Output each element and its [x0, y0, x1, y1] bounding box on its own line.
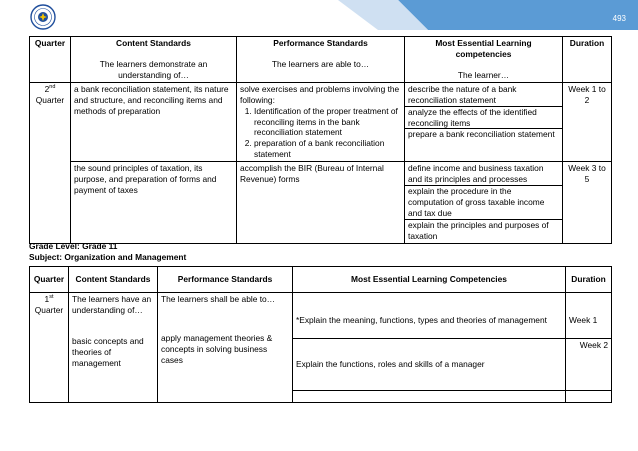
content-cell: a bank reconciliation statement, its nature and structure, and reconciling items and methods of preparation — [71, 82, 237, 161]
competency-cell: *Explain the meaning, functions, types and theories of management — [293, 293, 566, 339]
header-duration: Duration — [563, 37, 612, 83]
content-cell — [69, 293, 158, 403]
competency-item: explain the principles and purposes of taxation — [405, 219, 562, 242]
header-quarter: Quarter — [30, 37, 71, 83]
performance-subheader: The learners are able to… — [271, 58, 370, 69]
header-performance-standards: Performance Standards The learners are able to… — [237, 37, 405, 83]
competency-item: prepare a bank reconciliation statement — [405, 128, 562, 140]
content-intro: The learners have an understanding of… — [72, 294, 152, 315]
header-content-standards: Content Standards The learners demonstrate an understanding of… — [71, 37, 237, 83]
competencies-subheader: The learner… — [457, 69, 510, 80]
quarter-cell: 2nd Quarter — [30, 82, 71, 243]
header-content-standards: Content Standards — [69, 267, 158, 293]
duration-cell: Week 3 to 5 — [563, 162, 612, 243]
competency-item: analyze the effects of the identified reconciling items — [405, 106, 562, 129]
duration-cell: Week 2 — [566, 339, 612, 391]
content-cell: the sound principles of taxation, its purpose, and preparation of forms and payment of taxes — [71, 162, 237, 243]
performance-item: 2. preparation of a bank reconciliation statement — [254, 138, 401, 160]
performance-cell — [158, 293, 293, 403]
table-row — [30, 82, 612, 161]
curriculum-table-grade-10 — [29, 36, 612, 244]
competency-item: describe the nature of a bank reconciliation statement — [408, 83, 517, 105]
performance-cell: solve exercises and problems involving the following: 1. Identification of the proper treatment of reconciling items in the bank reconciliation statement 2. preparation of a bank reconciliation statement — [237, 82, 405, 161]
header-competencies: Most Essential Learning competencies The learner… — [405, 37, 563, 83]
page-number: 493 — [612, 14, 626, 23]
duration-cell: Week 1 to 2 — [563, 82, 612, 161]
content-text: basic concepts and theories of management — [72, 335, 144, 368]
empty-cell — [293, 391, 566, 403]
header-duration: Duration — [566, 267, 612, 293]
curriculum-table-grade-11 — [29, 266, 612, 403]
competency-item: explain the procedure in the computation of gross taxable income and tax due — [405, 185, 562, 219]
deped-seal-icon — [30, 4, 56, 30]
content-subheader: The learners demonstrate an understanding of… — [99, 58, 208, 80]
performance-intro: The learners shall be able to… — [161, 294, 276, 304]
header-performance-standards: Performance Standards — [158, 267, 293, 293]
competency-item: define income and business taxation and its principles and processes — [408, 163, 544, 185]
header-quarter: Quarter — [30, 267, 69, 293]
header-competencies: Most Essential Learning Competencies — [293, 267, 566, 293]
grade-level-label: Grade Level: Grade 11 — [29, 241, 118, 251]
table-header-row — [30, 267, 612, 293]
table-row — [30, 162, 612, 243]
performance-text: apply management theories & concepts in solving business cases — [161, 332, 273, 365]
subject-label: Subject: Organization and Management — [29, 252, 187, 262]
table-row — [30, 293, 612, 339]
quarter-cell: 1st Quarter — [30, 293, 69, 403]
competency-cell: Explain the functions, roles and skills of a manager — [293, 339, 566, 391]
table-header-row — [30, 37, 612, 83]
competencies-cell — [405, 82, 563, 161]
empty-cell — [566, 391, 612, 403]
performance-cell: accomplish the BIR (Bureau of Internal Revenue) forms — [237, 162, 405, 243]
duration-cell: Week 1 — [566, 293, 612, 339]
competencies-cell — [405, 162, 563, 243]
performance-item: 1. Identification of the proper treatment of reconciling items in the bank reconciliation statement — [254, 106, 401, 139]
header-banner — [338, 0, 638, 30]
